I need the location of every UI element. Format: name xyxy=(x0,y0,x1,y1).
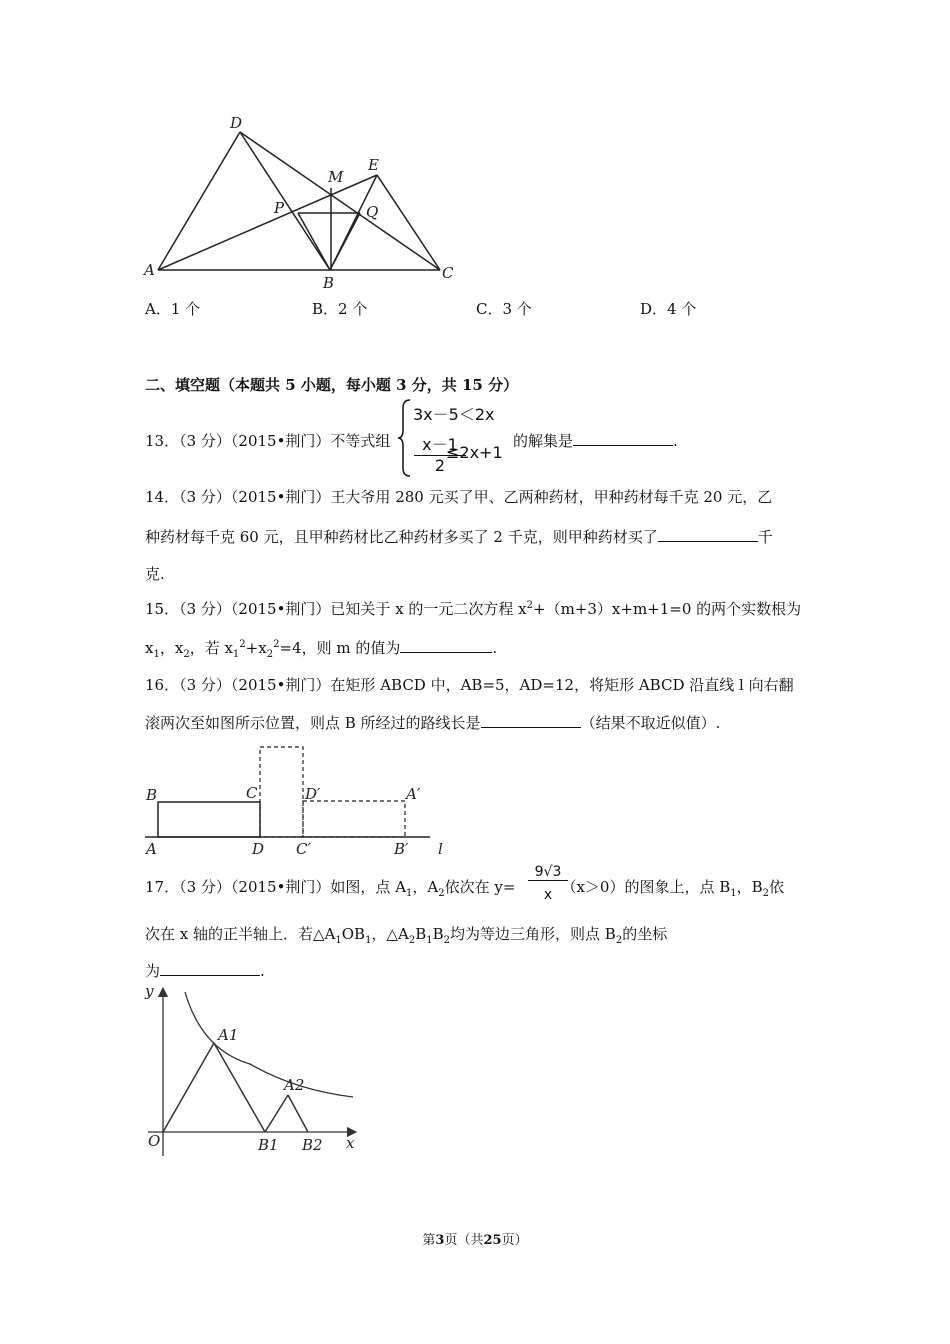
q17-fraction-denominator: x xyxy=(543,887,553,903)
q16-text-a: 滚两次至如图所示位置，则点 B 所经过的路线长是 xyxy=(145,714,481,732)
q15-sub1: 1 xyxy=(153,649,160,660)
q16-answer-blank[interactable] xyxy=(481,713,581,728)
label-C: C xyxy=(442,264,454,282)
q16-line1: 16．（3 分）（2015•荆门）在矩形 ABCD 中，AB=5，AD=12，将矩形 ABCD 沿直线 l 向右翻 xyxy=(145,676,794,694)
q17-text-f: 依 xyxy=(769,878,785,896)
segment-AD xyxy=(158,132,240,270)
label-Q: Q xyxy=(366,203,379,221)
q13-ineq2-rhs: ≤2x+1 xyxy=(446,443,503,462)
option-c: C．3 个 xyxy=(476,300,532,318)
q17-l2s5: 2 xyxy=(443,935,451,946)
q17-end: . xyxy=(260,962,265,980)
label-C-prime: C′ xyxy=(296,840,311,858)
q15-end: . xyxy=(492,639,498,657)
q17-l2s2: 1 xyxy=(365,935,372,946)
label-A: A xyxy=(146,840,157,858)
q17-line3 xyxy=(145,960,265,981)
segment-QB xyxy=(330,213,360,270)
segment-PB xyxy=(298,213,330,270)
q13-brace xyxy=(398,398,412,478)
q17-l2f: 均为等边三角形，则点 B xyxy=(450,925,616,943)
q15-line2 xyxy=(145,637,497,660)
q15-x: x xyxy=(145,639,154,657)
q17-l2d: B xyxy=(415,925,427,943)
segment-AE xyxy=(158,175,377,270)
q15-line1 xyxy=(145,598,801,619)
label-P: P xyxy=(274,199,285,217)
q14-line2-b: 千 xyxy=(757,528,773,546)
label-y: y xyxy=(145,982,154,1000)
label-C: C xyxy=(246,784,258,802)
q15-x2: ，x xyxy=(159,639,184,657)
option-a: A．1 个 xyxy=(145,300,201,318)
section-heading: 二、填空题（本题共 5 小题，每小题 3 分，共 15 分） xyxy=(145,376,519,394)
q17-line1 xyxy=(145,876,784,899)
q17-l2s1: 1 xyxy=(335,935,342,946)
q13-ineq2-denominator: 2 xyxy=(434,456,446,475)
label-E: E xyxy=(368,156,379,174)
label-B-prime: B′ xyxy=(394,840,409,858)
q14-line2-a: 种药材每千克 60 元，且甲种药材比乙种药材多买了 2 千克，则甲种药材买了 xyxy=(145,528,658,546)
hyperbola xyxy=(185,992,353,1097)
q17-text-a: 17．（3 分）（2015•荆门）如图，点 A xyxy=(145,878,407,896)
q17-line3-text: 为 xyxy=(145,962,161,980)
label-B: B xyxy=(146,786,158,804)
q13-ineq2-numerator: x－1 xyxy=(414,432,466,456)
rect-dashed-vertical xyxy=(260,747,303,837)
footer-b: 页（共 xyxy=(444,1233,484,1248)
q15-sup: 2 xyxy=(526,600,534,611)
label-B: B xyxy=(323,274,335,292)
q15-sub3: 1 xyxy=(232,649,240,660)
label-A-prime: A′ xyxy=(406,785,421,803)
label-x: x xyxy=(346,1134,355,1152)
q17-l2s3: 2 xyxy=(408,935,416,946)
q13-end: . xyxy=(673,432,678,450)
q17-text-b: ，A xyxy=(412,878,439,896)
label-M: M xyxy=(328,168,344,186)
q13-ineq1: 3x－5＜2x xyxy=(413,405,495,424)
q17-sub-a1: 1 xyxy=(406,888,413,899)
footer-a: 第 xyxy=(422,1233,436,1248)
segment-OA1 xyxy=(163,1043,214,1132)
footer-c: 页） xyxy=(501,1233,528,1248)
q16-text-b: （结果不取近似值）. xyxy=(580,714,721,732)
footer-page-number: 3 xyxy=(435,1233,445,1248)
label-A: A xyxy=(144,261,155,279)
q16-line2 xyxy=(145,712,720,733)
q15-sup4: 2 xyxy=(273,639,280,650)
label-A2: A2 xyxy=(284,1076,305,1094)
segment-B1A2 xyxy=(265,1095,288,1132)
q15-sup3: 2 xyxy=(239,639,246,650)
segment-A2B2 xyxy=(288,1095,308,1132)
q17-text-d: （x＞0）的图象上，点 B xyxy=(561,878,731,896)
q15-text-a: 15．（3 分）（2015•荆门）已知关于 x 的一元二次方程 x xyxy=(145,600,527,618)
q17-l2a: 次在 x 轴的正半轴上．若△A xyxy=(145,925,336,943)
q13-prefix: 13．（3 分）（2015•荆门）不等式组 xyxy=(145,432,391,450)
label-D: D xyxy=(252,840,265,858)
q15-answer-blank[interactable] xyxy=(400,638,492,653)
q17-text-e: ，B xyxy=(736,878,763,896)
rect-dashed-horizontal xyxy=(303,801,405,837)
q14-answer-blank[interactable] xyxy=(658,527,758,542)
q17-text-c: 依次在 y= xyxy=(444,878,516,896)
q14-line2 xyxy=(145,526,773,547)
q15-text-b: +（m+3）x+m+1=0 的两个实数根为 xyxy=(533,600,802,618)
q17-answer-blank[interactable] xyxy=(160,961,260,976)
segment-EC xyxy=(377,175,440,270)
q17-l2s6: 2 xyxy=(615,935,623,946)
q17-sub-b1: 1 xyxy=(730,888,737,899)
figure-q17 xyxy=(140,980,370,1160)
rect-ABCD xyxy=(158,802,260,837)
q17-l2e: B xyxy=(432,925,444,943)
q17-fraction-numerator: 9√3 xyxy=(528,864,568,881)
option-d: D．4 个 xyxy=(640,300,697,318)
figure-q16 xyxy=(140,742,460,862)
footer-total-pages: 25 xyxy=(483,1233,502,1248)
q14-line3: 克. xyxy=(145,565,165,583)
q17-l2s4: 1 xyxy=(426,935,433,946)
q17-l2g: 的坐标 xyxy=(622,925,668,943)
q14-line1: 14．（3 分）（2015•荆门）王大爷用 280 元买了甲、乙两种药材，甲种药材每千克 20 元，乙 xyxy=(145,488,773,506)
q15-if: ，若 x xyxy=(189,639,233,657)
q15-eq: =4，则 m 的值为 xyxy=(279,639,401,657)
q13-suffix-line xyxy=(513,430,678,451)
q17-sub-a2: 2 xyxy=(438,888,445,899)
label-B2: B2 xyxy=(302,1136,323,1154)
q17-sub-b2: 2 xyxy=(762,888,770,899)
label-D: D xyxy=(230,114,243,132)
label-l: l xyxy=(438,840,443,858)
question-13 xyxy=(145,430,390,451)
page-footer xyxy=(0,1229,950,1248)
segment-A1B1 xyxy=(214,1043,265,1132)
q17-l2b: OB xyxy=(341,925,366,943)
q15-plus: +x xyxy=(245,639,267,657)
option-b: B．2 个 xyxy=(312,300,368,318)
q15-sub2: 2 xyxy=(183,649,190,660)
label-A1: A1 xyxy=(218,1026,239,1044)
q17-l2c: ，△A xyxy=(371,925,409,943)
label-D-prime: D′ xyxy=(305,785,321,803)
label-O: O xyxy=(148,1132,161,1150)
figure-q12 xyxy=(140,110,470,295)
q13-suffix: 的解集是 xyxy=(513,432,574,450)
q17-line2 xyxy=(145,923,667,946)
label-B1: B1 xyxy=(258,1136,279,1154)
q13-answer-blank[interactable] xyxy=(573,431,673,446)
q15-sub4: 2 xyxy=(266,649,274,660)
